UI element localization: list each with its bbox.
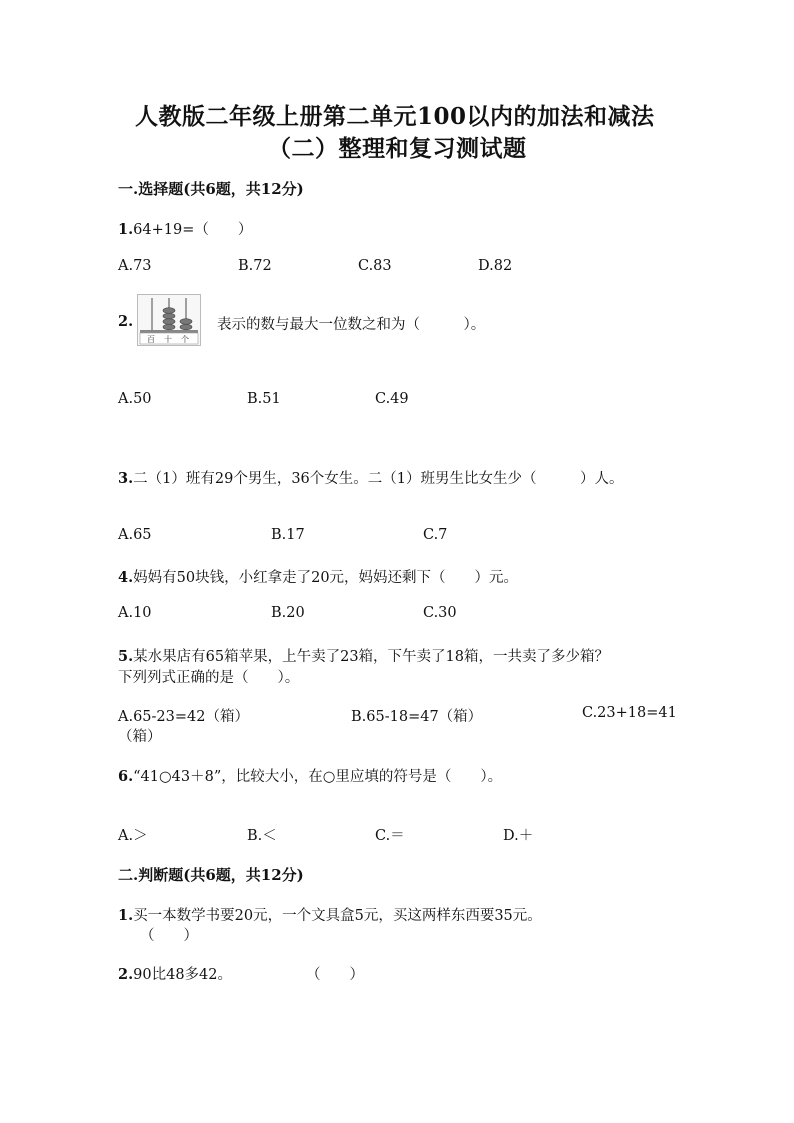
option-a: A.10 — [118, 605, 152, 621]
question-text-line2: 下列列式正确的是（ ）。 — [118, 670, 300, 686]
option-c: C.7 — [423, 527, 448, 543]
option-b: B.20 — [271, 605, 305, 621]
abacus-image — [137, 294, 201, 346]
question-3 — [118, 467, 624, 488]
section-heading-choice: 一.选择题(共6题，共12分) — [118, 180, 304, 198]
option-c: C.49 — [375, 391, 409, 407]
question-text: 买一本数学书要20元，一个文具盒5元，买这两样东西要35元。 — [133, 908, 542, 924]
option-b: B.65-18=47（箱） — [351, 709, 483, 725]
option-b: B.＜ — [247, 828, 277, 844]
question-1 — [118, 218, 252, 239]
page-title-line2: （二）整理和复习测试题 — [268, 135, 527, 162]
option-b: B.51 — [247, 391, 281, 407]
question-text: 64+19=（ ） — [133, 222, 253, 238]
answer-bracket: （ ） — [306, 967, 364, 983]
option-c-continued: （箱） — [118, 729, 162, 745]
page-title-line1: 人教版二年级上册第二单元100以内的加法和减法 — [135, 103, 655, 130]
judgement-question-1 — [118, 904, 542, 925]
question-text: 妈妈有50块钱，小红拿走了20元，妈妈还剩下（ ）元。 — [133, 570, 519, 586]
question-number: 5. — [118, 648, 134, 665]
section-heading-judgement: 二.判断题(共6题，共12分) — [118, 866, 304, 884]
answer-bracket: （ ） — [140, 928, 198, 944]
option-a: A.＞ — [118, 828, 148, 844]
abacus-label-hundreds: 百 — [147, 335, 155, 344]
option-a: A.50 — [118, 391, 152, 407]
option-c: C.＝ — [375, 828, 405, 844]
question-4 — [118, 566, 518, 587]
question-text: “41○43＋8”，比较大小，在○里应填的符号是（ ）。 — [133, 769, 503, 785]
option-a: A.65-23=42（箱） — [118, 709, 249, 725]
question-number: 2. — [118, 966, 134, 983]
option-a: A.65 — [118, 527, 152, 543]
option-b: B.72 — [238, 258, 272, 274]
abacus-label-tens: 十 — [164, 335, 172, 344]
option-d: D.82 — [478, 258, 513, 274]
option-b: B.17 — [271, 527, 305, 543]
abacus-label-ones: 个 — [181, 335, 189, 344]
question-number: 3. — [118, 470, 134, 487]
question-5 — [118, 645, 609, 666]
judgement-question-2 — [118, 963, 232, 984]
question-text: 某水果店有65箱苹果，上午卖了23箱，下午卖了18箱，一共卖了多少箱？ — [133, 649, 609, 665]
question-number: 6. — [118, 768, 134, 785]
question-number: 1. — [118, 221, 134, 238]
question-number: 4. — [118, 569, 134, 586]
question-text: 二（1）班有29个男生，36个女生。二（1）班男生比女生少（ ）人。 — [133, 471, 624, 487]
option-c: C.23+18=41 — [582, 705, 677, 721]
question-text: 90比48多42。 — [133, 967, 232, 983]
option-d: D.＋ — [503, 828, 534, 844]
option-c: C.83 — [358, 258, 392, 274]
question-number: 1. — [118, 907, 134, 924]
option-a: A.73 — [118, 258, 152, 274]
question-text: 表示的数与最大一位数之和为（ ）。 — [217, 317, 486, 333]
option-c: C.30 — [423, 605, 457, 621]
question-6 — [118, 765, 502, 786]
question-number: 2. — [118, 313, 134, 330]
